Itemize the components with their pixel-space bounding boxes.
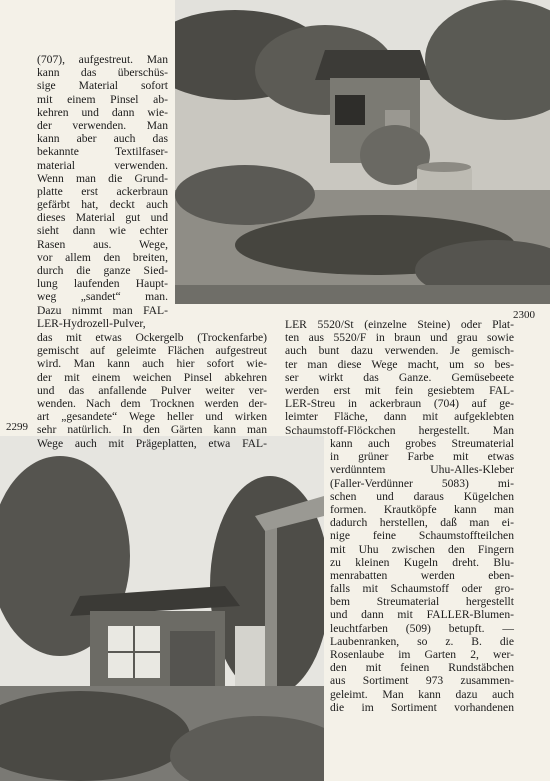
text-line: Rasen aus. Wege, <box>37 237 168 251</box>
text-line: werden erst mit fein gesiebtem FAL- <box>285 383 514 397</box>
text-line: den mit feinen Rundstäbchen <box>330 661 514 675</box>
text-line: Rosenlaube im Garten 2, wer- <box>330 648 514 661</box>
text-line: sehr natürlich. In den Gärten kann man <box>37 423 267 437</box>
text-line: sige Material sofort <box>37 79 168 93</box>
text-line: weg „sandet“ man. <box>37 290 168 304</box>
text-line: ser wirkt das Ganze. Gemüsebeete <box>285 370 514 384</box>
figure-number-2299: 2299 <box>6 421 28 433</box>
text-line: kann aber auch das <box>37 132 168 146</box>
text-line: ter man diese Wege macht, um so bes- <box>285 357 514 371</box>
text-line: kann auch grobes Streumaterial <box>330 437 514 450</box>
text-line: zu kleinen Kugeln dreht. Blu- <box>330 555 514 569</box>
text-line: durch die ganze Sied- <box>37 264 168 277</box>
text-line: leuchtfarben (509) betupft. — <box>330 621 514 635</box>
garden-photo-2299 <box>0 436 324 781</box>
text-line: in grüner Farbe mit etwas <box>330 450 514 464</box>
garden-photo-2299-image <box>0 436 324 781</box>
text-line: die im Sortiment vorhandenen <box>330 700 514 714</box>
text-line: lung laufenden Haupt- <box>37 277 168 291</box>
text-line: material verwenden. <box>37 158 168 172</box>
text-line: falls mit Schaumstoff oder gro- <box>330 582 514 596</box>
garden-photo-2300-image <box>175 0 550 304</box>
text-line: kehren und dann wie- <box>37 105 168 119</box>
text-block-top <box>37 53 168 330</box>
figure-number-2300: 2300 <box>513 309 535 321</box>
text-line: formen. Krautköpfe kann man <box>330 502 514 516</box>
text-line: sieht dann wie echter <box>37 224 168 238</box>
text-line: der verwenden. Man <box>37 118 168 132</box>
text-line: ten aus 5520/F in braun und grau sowie <box>285 331 514 345</box>
text-line: kann das überschüs- <box>37 66 168 80</box>
text-line: Dazu nimmt man FAL- <box>37 303 168 317</box>
text-block-left <box>37 331 267 450</box>
text-line: vor allem den breiten, <box>37 250 168 264</box>
text-line: leimter Fläche, dann mit aufgeklebten <box>285 410 514 424</box>
text-line: der mit einem weichen Pinsel abkehren <box>37 370 267 384</box>
text-line: dadurch herstellen, daß man ei- <box>330 516 514 530</box>
text-line: nige feine Schaumstoffteilchen <box>330 529 514 543</box>
text-line: schen und daraus Kügelchen <box>330 489 514 503</box>
text-line: gemischt auf geleimte Flächen aufgestreut <box>37 344 267 358</box>
text-line: auch bunt dazu verwenden. Je gemisch- <box>285 344 514 358</box>
text-line: geleimt. Man kann dazu auch <box>330 687 514 701</box>
text-line: bem Streumaterial hergestellt <box>330 595 514 609</box>
text-line: bekannte Textilfaser- <box>37 145 168 159</box>
text-line: mit einem Pinsel ab- <box>37 92 168 106</box>
text-line: LER-Streu in ackerbraun (704) auf ge- <box>285 397 514 411</box>
text-line: mit Uhu zwischen den Fingern <box>330 542 514 556</box>
text-line: wenden. Nach dem Trocknen werden der- <box>37 396 267 410</box>
text-line: (Faller-Verdünner 5083) mi- <box>330 476 514 490</box>
text-line: LER 5520/St (einzelne Steine) oder Plat- <box>285 318 514 331</box>
garden-photo-2300 <box>175 0 550 304</box>
text-line: (707), aufgestreut. Man <box>37 53 168 66</box>
text-line: gefärbt hat, deckt auch <box>37 198 168 212</box>
text-line: wird. Man kann auch hier sofort wie- <box>37 357 267 371</box>
text-line: und das anfallende Pulver weiter ver- <box>37 383 267 397</box>
text-block-right <box>285 318 514 437</box>
text-line: und dann mit FALLER-Blumen- <box>330 608 514 622</box>
text-line: aus Sortiment 973 zusammen- <box>330 674 514 688</box>
text-line: das mit etwas Ockergelb (Trockenfarbe) <box>37 331 267 344</box>
text-line: dieses Material gut und <box>37 211 168 225</box>
text-line: Wenn man die Grund- <box>37 171 168 185</box>
text-line: art „gesandete“ Wege heller und wirken <box>37 410 267 424</box>
text-line: verdünntem Uhu-Alles-Kleber <box>330 463 514 477</box>
text-line: Schaumstoff-Flöckchen hergestellt. Man <box>285 423 514 437</box>
text-block-bottom <box>330 437 514 714</box>
text-line: Laubenranken, so z. B. die <box>330 634 514 648</box>
text-line: platte erst ackerbraun <box>37 184 168 198</box>
text-line: LER-Hydrozell-Pulver, <box>37 316 146 330</box>
text-line: menrabatten werden eben- <box>330 568 514 582</box>
text-line: Wege auch mit Prägeplatten, etwa FAL- <box>37 436 267 450</box>
